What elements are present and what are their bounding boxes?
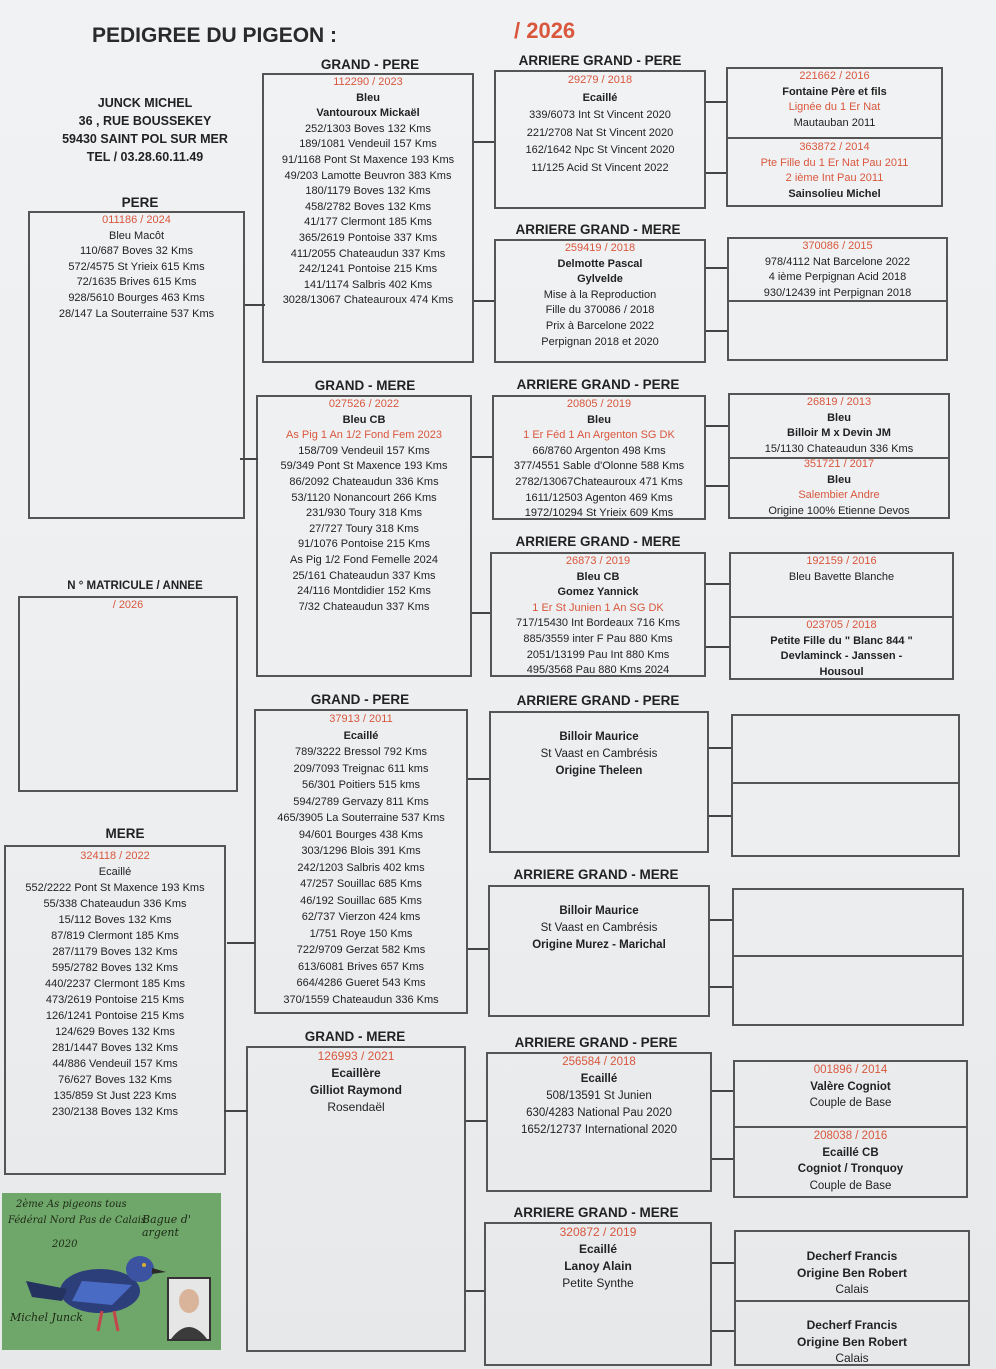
gp2-ring: 37913 / 2011 [329, 713, 393, 725]
owner-street: 36 , RUE BOUSSEKEY [78, 114, 212, 128]
gp1-color: Bleu [356, 91, 380, 104]
g4b-content [731, 618, 952, 680]
gp2-line: 1/751 Roye 150 Kms [309, 927, 413, 940]
connector [706, 101, 726, 103]
g1a-breeder: Fontaine Père et fils [782, 85, 887, 98]
g4a-line: Bleu Bavette Blanche [788, 570, 895, 583]
connector [245, 304, 265, 306]
matricule-label: N ° MATRICULE / ANNEE [67, 580, 203, 592]
g8b-origin: Origine Ben Robert [796, 1334, 907, 1349]
g7b-color: Ecaillé CB [822, 1146, 879, 1159]
g7a-ring: 001896 / 2014 [813, 1064, 888, 1076]
g7a-line: Couple de Base [809, 1097, 892, 1109]
agm1-breeder: Delmotte Pascal [557, 257, 643, 270]
agm3-breeder: Billoir Maurice [559, 905, 639, 917]
pere-line: 572/4575 St Yrieix 615 Kms [68, 260, 205, 273]
g1a-line: Lignée du 1 Er Nat [788, 101, 881, 114]
mere-label: MERE [105, 826, 145, 841]
agm2-line: 495/3568 Pau 880 Kms 2024 [526, 664, 670, 677]
gm1-color: Bleu CB [342, 413, 386, 426]
gm1-line: 7/32 Chateaudun 337 Kms [298, 600, 430, 613]
agm1-place: Gylvelde [577, 273, 623, 286]
owner-phone: TEL / 03.28.60.11.49 [86, 150, 204, 164]
gp2-line: 370/1559 Chateaudun 336 Kms [283, 993, 439, 1006]
agp2-line: 1972/10294 St Yrieix 609 Kms [524, 507, 674, 520]
agp4-line: 508/13591 St Junien [546, 1090, 652, 1102]
gp1-line: 189/1081 Vendeuil 157 Kms [299, 138, 437, 151]
agm2-line: 885/3559 inter F Pau 880 Kms [523, 632, 673, 645]
gp2-line: 613/6081 Brives 657 Kms [298, 960, 424, 973]
mere-line: 287/1179 Boves 132 Kms [52, 946, 178, 958]
mere-line: Ecaillé [98, 866, 132, 878]
g4a-content [731, 554, 952, 585]
gp1-line: 49/203 Lamotte Beuvron 383 Kms [284, 169, 452, 182]
gp2-line: 722/9709 Gerzat 582 Kms [296, 944, 426, 956]
g8a-origin: Origine Ben Robert [796, 1265, 907, 1280]
agp1-color: Ecaillé [582, 91, 618, 104]
gm2-line: Rosendaël [327, 1100, 385, 1114]
connector [474, 141, 494, 143]
ag-mere-4-box [484, 1222, 712, 1366]
agm3-line: St Vaast en Cambrésis [540, 922, 658, 934]
gp2-line: 242/1203 Salbris 402 kms [297, 861, 425, 874]
g3a-content [730, 395, 948, 457]
g7b-content [735, 1128, 966, 1194]
award-title: Bague d' argent [142, 1213, 191, 1239]
g3a-line: 15/1130 Chateaudun 336 Kms [764, 442, 914, 455]
page-title: PEDIGREE DU PIGEON : [92, 24, 338, 47]
gp2-line: 594/2789 Gervazy 811 Kms [293, 795, 429, 808]
g7b-line: Couple de Base [809, 1179, 892, 1192]
agp2-line: 2782/13067Chateauroux 471 Kms [515, 475, 683, 488]
award-photo [2, 1193, 221, 1350]
gen5-box-5 [731, 714, 960, 857]
mere-line: 124/629 Boves 132 Kms [55, 1026, 175, 1038]
agp1-line: 162/1642 Npc St Vincent 2020 [525, 144, 675, 156]
agp4-line: 1652/12737 International 2020 [520, 1124, 678, 1136]
mere-line: 440/2237 Clermont 185 Kms [44, 978, 186, 990]
divider [729, 300, 946, 302]
agm3-origin: Origine Murez - Marichal [532, 939, 666, 951]
gm1-line: 59/349 Pont St Maxence 193 Kms [280, 460, 448, 473]
agm1-line: Prix à Barcelone 2022 [545, 319, 655, 332]
connector [227, 942, 255, 944]
pere-line: 28/147 La Souterraine 537 Kms [58, 307, 215, 320]
g2a-ring: 370086 / 2015 [802, 240, 873, 252]
gp2-line: 209/7093 Treignac 611 kms [293, 762, 429, 775]
agm1-line: Fille du 370086 / 2018 [545, 304, 655, 317]
ag-pere-2-box [492, 395, 706, 520]
agm1-ring: 259419 / 2018 [564, 242, 636, 254]
gen5-box-3 [728, 393, 950, 519]
agp4-line: 630/4283 National Pau 2020 [526, 1107, 672, 1119]
grand-mere-label-2: GRAND - MERE [304, 1029, 406, 1044]
agp2-honor: 1 Er Féd 1 An Argenton SG DK [523, 429, 675, 442]
g8a-content [736, 1248, 968, 1298]
mere-line: 135/859 St Just 223 Kms [53, 1090, 177, 1102]
g1a-ring: 221662 / 2016 [799, 70, 870, 82]
g1b-breeder: Sainsolieu Michel [788, 187, 881, 200]
grand-pere-label-1: GRAND - PERE [320, 57, 420, 72]
pere-label: PERE [121, 195, 159, 210]
connector [472, 612, 490, 614]
g3b-line: Salembier Andre [798, 489, 880, 502]
g8b-content [736, 1317, 968, 1367]
gen5-box-8 [734, 1230, 970, 1366]
connector [706, 583, 729, 585]
gm1-honor: As Pig 1 An 1/2 Fond Fem 2023 [286, 429, 442, 442]
pere-line: 110/687 Boves 32 Kms [80, 245, 193, 258]
agm4-color: Ecaillé [578, 1242, 618, 1256]
grand-pere-1-content [264, 75, 472, 309]
gm1-line: 53/1120 Nonancourt 266 Kms [291, 491, 437, 504]
mere-content [6, 848, 224, 1120]
connector [706, 330, 727, 332]
g4b-ring: 023705 / 2018 [806, 619, 877, 631]
agm2-color: Bleu CB [576, 570, 620, 583]
gen5-box-1 [726, 67, 943, 207]
agm2-line: 717/15430 Int Bordeaux 716 Kms [516, 617, 680, 630]
gm2-breeder: Gilliot Raymond [309, 1083, 402, 1097]
ag-mere-4-content [486, 1224, 710, 1292]
ag-mere-label-3: ARRIERE GRAND - MERE [513, 867, 679, 882]
grand-pere-label-2: GRAND - PERE [310, 692, 410, 707]
g7b-breeder: Cogniot / Tronquoy [797, 1163, 904, 1175]
grand-pere-2-content [256, 711, 466, 1008]
connector [472, 456, 492, 458]
owner-name: JUNCK MICHEL [97, 96, 193, 110]
ag-mere-3-box [488, 885, 710, 1017]
connector [240, 458, 258, 460]
pigeon-year: / 2026 [514, 18, 576, 43]
agp1-line: 339/6073 Int St Vincent 2020 [529, 109, 671, 121]
owner-city: 59430 SAINT POL SUR MER [62, 132, 228, 146]
gp1-breeder: Vantouroux Mickaël [316, 107, 420, 120]
agp3-origin: Origine Theleen [555, 765, 643, 777]
connector [712, 1158, 733, 1160]
gm1-ring: 027526 / 2022 [328, 398, 400, 410]
gp1-line: 91/1168 Pont St Maxence 193 Kms [281, 153, 455, 166]
connector [468, 948, 488, 950]
mere-line: 55/338 Chateaudun 336 Kms [43, 898, 187, 910]
g3b-content [730, 457, 948, 519]
gen5-box-7 [733, 1060, 968, 1198]
connector [709, 815, 731, 817]
gm1-line: 25/161 Chateaudun 337 Kms [292, 569, 436, 582]
ag-mere-1-content [496, 241, 704, 350]
gp1-line: 141/1174 Salbris 402 Kms [303, 278, 433, 291]
ag-pere-label-2: ARRIERE GRAND - PERE [516, 377, 680, 392]
g3a-breeder: Billoir M x Devin JM [787, 427, 891, 440]
mere-line: 473/2619 Pontoise 215 Kms [45, 994, 185, 1006]
agp2-ring: 20805 / 2019 [566, 398, 632, 410]
agp1-line: 221/2708 Nat St Vincent 2020 [526, 126, 674, 139]
gp1-ring: 112290 / 2023 [333, 76, 403, 88]
mere-line: 87/819 Clermont 185 Kms [51, 930, 179, 942]
gp1-line: 3028/13067 Chateauroux 474 Kms [282, 294, 454, 307]
divider [734, 955, 962, 957]
connector [709, 747, 731, 749]
connector [706, 267, 727, 269]
mere-line: 281/1447 Boves 132 Kms [52, 1042, 178, 1054]
matricule-box [18, 596, 238, 792]
ag-mere-label-4: ARRIERE GRAND - MERE [513, 1205, 679, 1220]
gm1-line: As Pig 1/2 Fond Femelle 2024 [290, 553, 438, 566]
ag-pere-label-4: ARRIERE GRAND - PERE [514, 1035, 678, 1050]
g2a-line: 4 ième Perpignan Acid 2018 [768, 271, 907, 284]
g1a-line: Mautauban 2011 [793, 116, 876, 129]
g3b-color: Bleu [827, 473, 851, 486]
gen5-box-6 [732, 888, 964, 1026]
grand-pere-2-box [254, 709, 468, 1014]
pere-line: 928/5610 Bourges 463 Kms [68, 291, 205, 304]
g3a-color: Bleu [827, 411, 851, 424]
ag-pere-1-content [496, 72, 704, 177]
award-caption: 2ème As pigeons tous [16, 1199, 127, 1210]
gp2-color: Ecaillé [343, 729, 379, 742]
g2a-content [729, 239, 946, 301]
gp2-line: 94/601 Bourges 438 Kms [298, 828, 424, 841]
g8a-breeder: Decherf Francis [806, 1249, 898, 1263]
ag-pere-4-content [488, 1054, 710, 1139]
mere-line: 230/2138 Boves 132 Kms [52, 1106, 178, 1118]
ag-pere-label-1: ARRIERE GRAND - PERE [518, 53, 682, 68]
agp2-line: 66/8760 Argenton 498 Kms [532, 444, 666, 457]
award-year: 2020 [52, 1239, 78, 1250]
divider [733, 782, 958, 784]
gp2-line: 664/4286 Gueret 543 Kms [296, 977, 426, 989]
agp4-ring: 256584 / 2018 [562, 1056, 636, 1068]
ag-pere-2-content [494, 397, 704, 522]
g2a-line: 930/12439 int Perpignan 2018 [763, 286, 912, 299]
gm1-line: 231/930 Toury 318 Kms [306, 507, 422, 520]
gp2-line: 46/192 Souillac 685 Kms [300, 894, 422, 907]
ag-pere-4-box [486, 1052, 712, 1192]
gm1-line: 91/1076 Pontoise 215 Kms [297, 538, 431, 551]
gp2-line: 56/301 Poitiers 515 kms [301, 779, 420, 791]
agp3-line: St Vaast en Cambrésis [540, 748, 658, 760]
g4b-line: Devlaminck - Janssen - [780, 650, 903, 663]
owner-address [40, 94, 250, 166]
connector [712, 1330, 734, 1332]
mere-line: 44/886 Vendeuil 157 Kms [52, 1058, 178, 1070]
award-caption-2: Fédéral Nord Pas de Calais [8, 1215, 147, 1226]
gm1-line: 86/2092 Chateaudun 336 Kms [289, 475, 439, 488]
ag-pere-3-content [491, 729, 707, 780]
divider [728, 137, 941, 139]
pere-line: 72/1635 Brives 615 Kms [76, 276, 197, 289]
connector [466, 1120, 486, 1122]
gp2-line: 465/3905 La Souterraine 537 Kms [277, 812, 445, 824]
grand-mere-1-box [256, 395, 472, 677]
gp2-line: 47/257 Souillac 685 Kms [300, 878, 422, 890]
grand-mere-2-box [246, 1046, 466, 1352]
matricule-content [20, 598, 236, 614]
agp2-color: Bleu [587, 413, 611, 426]
agp1-ring: 29279 / 2018 [567, 74, 633, 86]
g8a-line: Calais [835, 1282, 869, 1296]
agm2-ring: 26873 / 2019 [565, 555, 631, 567]
grand-mere-1-content [258, 397, 470, 615]
gp1-line: 411/2055 Chateaudun 337 Kms [290, 247, 446, 260]
connector [706, 485, 728, 487]
g1a-content [728, 69, 941, 131]
g7a-breeder: Valère Cogniot [810, 1080, 891, 1093]
signature: Michel Junck [10, 1311, 83, 1324]
connector [224, 1110, 248, 1112]
ag-pere-1-box [494, 70, 706, 209]
g7a-content [735, 1062, 966, 1112]
g2a-line: 978/4112 Nat Barcelone 2022 [764, 255, 911, 268]
agp2-line: 377/4551 Sable d'Olonne 588 Kms [513, 460, 685, 473]
gen5-box-4 [729, 552, 954, 680]
ag-mere-3-content [490, 903, 708, 954]
connector [466, 1290, 484, 1292]
g8b-breeder: Decherf Francis [806, 1318, 898, 1332]
ag-pere-label-3: ARRIERE GRAND - PERE [516, 693, 680, 708]
mere-line: 552/2222 Pont St Maxence 193 Kms [25, 882, 205, 894]
g4a-ring: 192159 / 2016 [806, 555, 877, 567]
agp4-color: Ecaillé [580, 1073, 618, 1085]
g1b-line: 2 ième Int Pau 2011 [785, 172, 884, 185]
g1b-ring: 363872 / 2014 [799, 141, 870, 153]
g8b-line: Calais [835, 1351, 869, 1365]
ag-pere-3-box [489, 711, 709, 853]
ag-mere-1-box [494, 239, 706, 363]
agp3-breeder: Billoir Maurice [559, 731, 639, 743]
agm4-breeder: Lanoy Alain [564, 1259, 632, 1273]
divider [736, 1300, 968, 1302]
g1b-content [728, 140, 941, 202]
connector [710, 986, 732, 988]
ag-mere-2-content [492, 554, 704, 679]
ag-mere-2-box [490, 552, 706, 677]
g4b-line: Housoul [819, 665, 864, 678]
g1b-line: Pte Fille du 1 Er Nat Pau 2011 [760, 156, 909, 169]
g3b-ring: 351721 / 2017 [803, 458, 875, 470]
connector [712, 1262, 734, 1264]
gp2-line: 62/737 Vierzon 424 kms [301, 911, 421, 923]
grand-pere-1-box [262, 73, 474, 363]
pere-ring: 011186 / 2024 [102, 214, 171, 226]
gp1-line: 252/1303 Boves 132 Kms [305, 122, 431, 135]
gp1-line: 242/1241 Pontoise 215 Kms [298, 263, 438, 276]
g3a-ring: 26819 / 2013 [806, 396, 872, 408]
agm2-breeder: Gomez Yannick [557, 586, 639, 599]
connector [474, 300, 494, 302]
gm1-line: 24/116 Montdidier 152 Kms [297, 585, 431, 598]
connector [710, 919, 732, 921]
mere-line: 595/2782 Boves 132 Kms [52, 962, 178, 974]
grand-mere-2-content [248, 1048, 464, 1116]
agm1-line: Mise à la Reproduction [543, 288, 657, 301]
grand-mere-label-1: GRAND - MERE [314, 378, 416, 393]
pere-line: Bleu Macôt [108, 229, 165, 242]
gp1-line: 180/1179 Boves 132 Kms [305, 185, 431, 198]
mere-ring: 324118 / 2022 [80, 850, 150, 862]
gp1-line: 458/2782 Boves 132 Kms [305, 200, 431, 213]
gm2-ring: 126993 / 2021 [317, 1049, 395, 1063]
connector [706, 172, 726, 174]
gp2-line: 789/3222 Bressol 792 Kms [294, 746, 428, 758]
gen5-box-2 [727, 237, 948, 361]
agp1-line: 11/125 Acid St Vincent 2022 [531, 161, 669, 174]
agm4-line: Petite Synthe [562, 1276, 634, 1290]
gp1-line: 41/177 Clermont 185 Kms [304, 216, 432, 229]
portrait-photo [167, 1277, 211, 1341]
agm2-line: 2051/13199 Pau Int 880 Kms [526, 648, 670, 661]
matricule-year: / 2026 [112, 599, 144, 611]
connector [712, 1090, 733, 1092]
gp2-line: 303/1296 Blois 391 Kms [301, 845, 421, 857]
gp1-line: 365/2619 Pontoise 337 Kms [298, 231, 438, 244]
g7b-ring: 208038 / 2016 [813, 1130, 888, 1142]
agm4-ring: 320872 / 2019 [559, 1225, 637, 1239]
g3b-line: Origine 100% Etienne Devos [768, 504, 910, 517]
agm1-line: Perpignan 2018 et 2020 [541, 335, 659, 348]
connector [706, 646, 729, 648]
gm2-color: Ecaillère [331, 1066, 381, 1080]
g4b-line: Petite Fille du " Blanc 844 " [770, 634, 913, 647]
person-icon [169, 1279, 209, 1339]
pere-box [28, 211, 245, 519]
connector [468, 778, 489, 780]
agm2-honor: 1 Er St Junien 1 An SG DK [532, 601, 664, 614]
mere-line: 126/1241 Pontoise 215 Kms [45, 1010, 185, 1022]
mere-line: 76/627 Boves 132 Kms [58, 1074, 172, 1086]
gm1-line: 27/727 Toury 318 Kms [309, 522, 419, 535]
ag-mere-label-1: ARRIERE GRAND - MERE [515, 222, 681, 237]
agp2-line: 1611/12503 Agenton 469 Kms [525, 491, 673, 504]
mere-line: 15/112 Boves 132 Kms [58, 914, 172, 926]
gm1-line: 158/709 Vendeuil 157 Kms [298, 444, 430, 457]
pere-content [30, 213, 243, 322]
mere-box [4, 845, 226, 1175]
ag-mere-label-2: ARRIERE GRAND - MERE [515, 534, 681, 549]
connector [706, 425, 728, 427]
